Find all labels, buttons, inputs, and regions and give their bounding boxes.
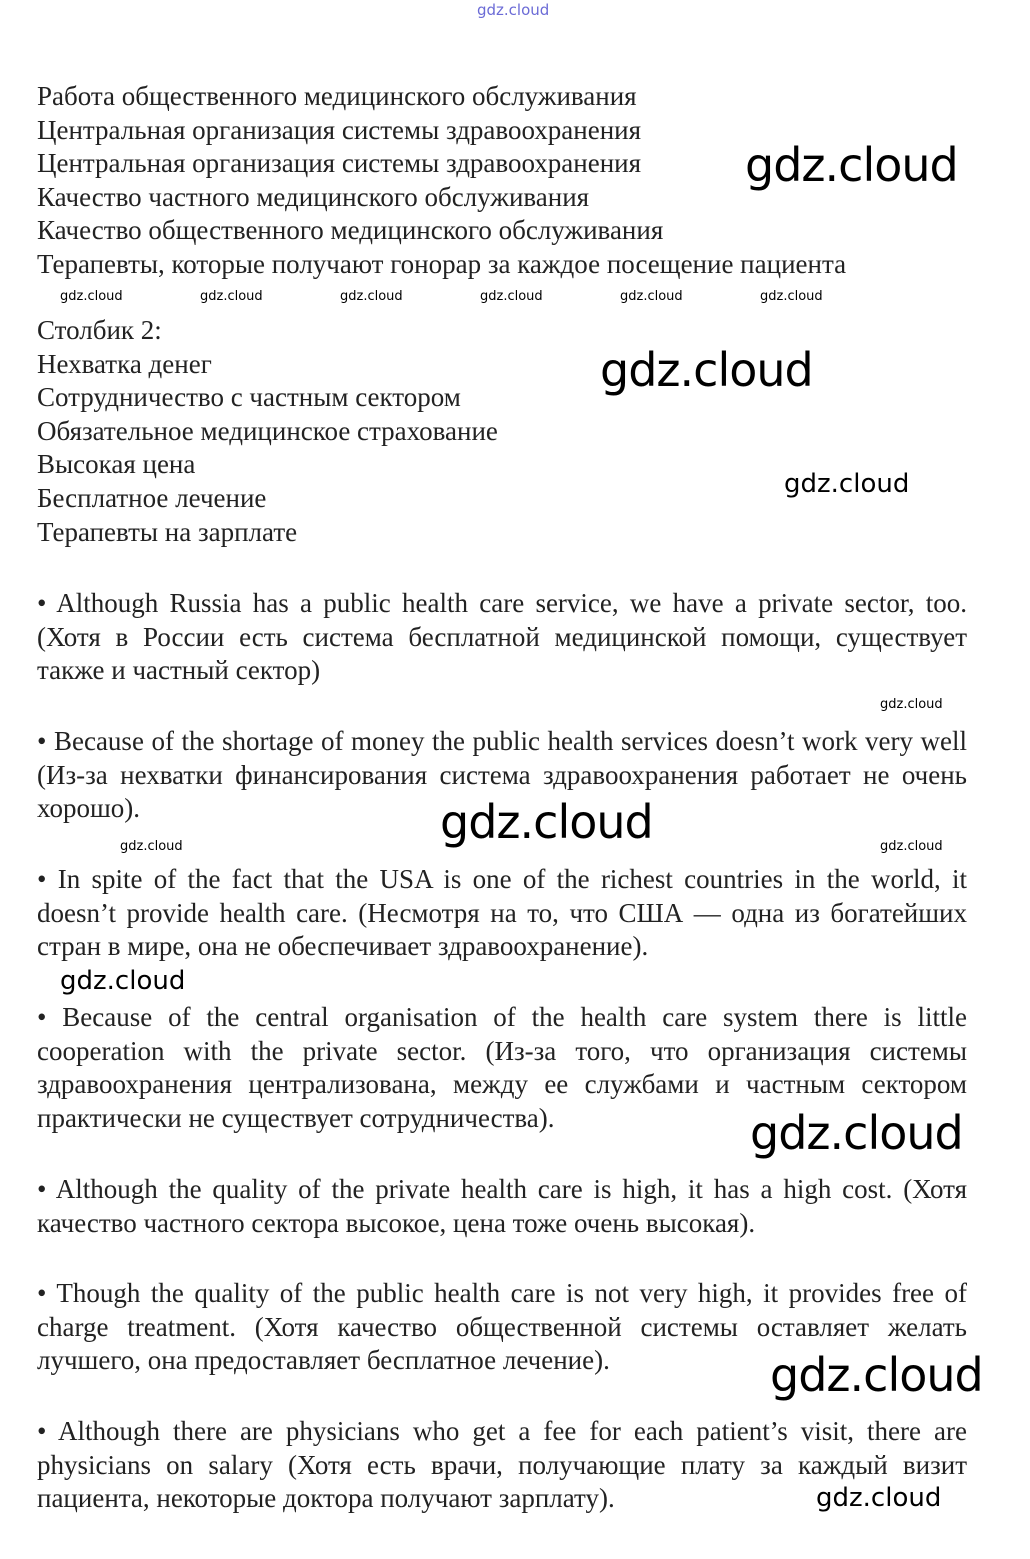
list-item: Центральная организация системы здравоохранения <box>37 148 642 179</box>
list-item: Качество частного медицинского обслуживания <box>37 181 590 212</box>
column2-list <box>37 314 967 549</box>
watermark: gdz.cloud <box>60 966 186 996</box>
list-item: Работа общественного медицинского обслуживания <box>37 81 637 111</box>
sentence-paragraph: • Although the quality of the private health care is high, it has a high cost. (Хотя качество частного сектора высокое, цена тоже очень высокая). <box>37 1174 967 1238</box>
watermark: gdz.cloud <box>770 1348 983 1402</box>
watermark: gdz.cloud <box>340 289 403 304</box>
list-item: Терапевты на зарплате <box>37 516 298 547</box>
watermark: gdz.cloud <box>200 289 263 304</box>
list-item: Высокая цена <box>37 449 196 480</box>
list-item: Терапевты, которые получают гонорар за каждое посещение пациента <box>37 248 847 279</box>
watermark: gdz.cloud <box>760 289 823 304</box>
watermark: gdz.cloud <box>750 1106 963 1160</box>
watermark: gdz.cloud <box>620 289 683 304</box>
sentence-paragraph: • Because of the central organisation of the health care system there is little cooperation with the private sector. (Из-за того, что организация системы здравоохранения централизована, между ее службами и частным сектором практически не существует сотрудничества). <box>37 1002 967 1133</box>
watermark: gdz.cloud <box>784 469 910 499</box>
sentence-paragraph: • Although there are physicians who get a fee for each patient’s visit, there are physicians on salary (Хотя есть врачи, получающие плату за каждый визит пациента, некоторые доктора получают зарплату). <box>37 1416 967 1514</box>
sentence-paragraph: • In spite of the fact that the USA is one of the richest countries in the world, it doesn’t provide health care. (Несмотря на то, что США — одна из богатейших стран в мире, она не обеспечивает здравоохранение). <box>37 864 967 962</box>
list-item: Бесплатное лечение <box>37 482 267 513</box>
watermark: gdz.cloud <box>480 289 543 304</box>
watermark: gdz.cloud <box>745 138 958 192</box>
sentence-paragraph: • Because of the shortage of money the public health services doesn’t work very well (Из-за нехватки финансирования система здравоохранения работает не очень хорошо). <box>37 726 967 824</box>
watermark: gdz.cloud <box>600 343 813 397</box>
list-item: Центральная организация системы здравоохранения <box>37 114 642 145</box>
list-item: Обязательное медицинское страхование <box>37 415 498 446</box>
watermark: gdz.cloud <box>120 839 183 854</box>
list-item: Качество общественного медицинского обслуживания <box>37 215 664 246</box>
watermark: gdz.cloud <box>440 795 653 849</box>
list-item: Нехватка денег <box>37 348 212 379</box>
watermark: gdz.cloud <box>880 697 943 712</box>
watermark: gdz.cloud <box>477 1 550 19</box>
sentence-paragraph: • Although Russia has a public health care service, we have a private sector, too. (Хотя в России есть система бесплатной медицинской помощи, существует также и частный сектор) <box>37 588 967 686</box>
sentence-paragraph: • Though the quality of the public health care is not very high, it provides free of charge treatment. (Хотя качество общественной системы оставляет желать лучшего, она предоставляет бесплатное лечение). <box>37 1278 967 1376</box>
column2-title: Столбик 2: <box>37 315 162 345</box>
list-item: Сотрудничество с частным сектором <box>37 382 461 413</box>
watermark: gdz.cloud <box>60 289 123 304</box>
watermark: gdz.cloud <box>816 1483 942 1513</box>
watermark: gdz.cloud <box>880 839 943 854</box>
